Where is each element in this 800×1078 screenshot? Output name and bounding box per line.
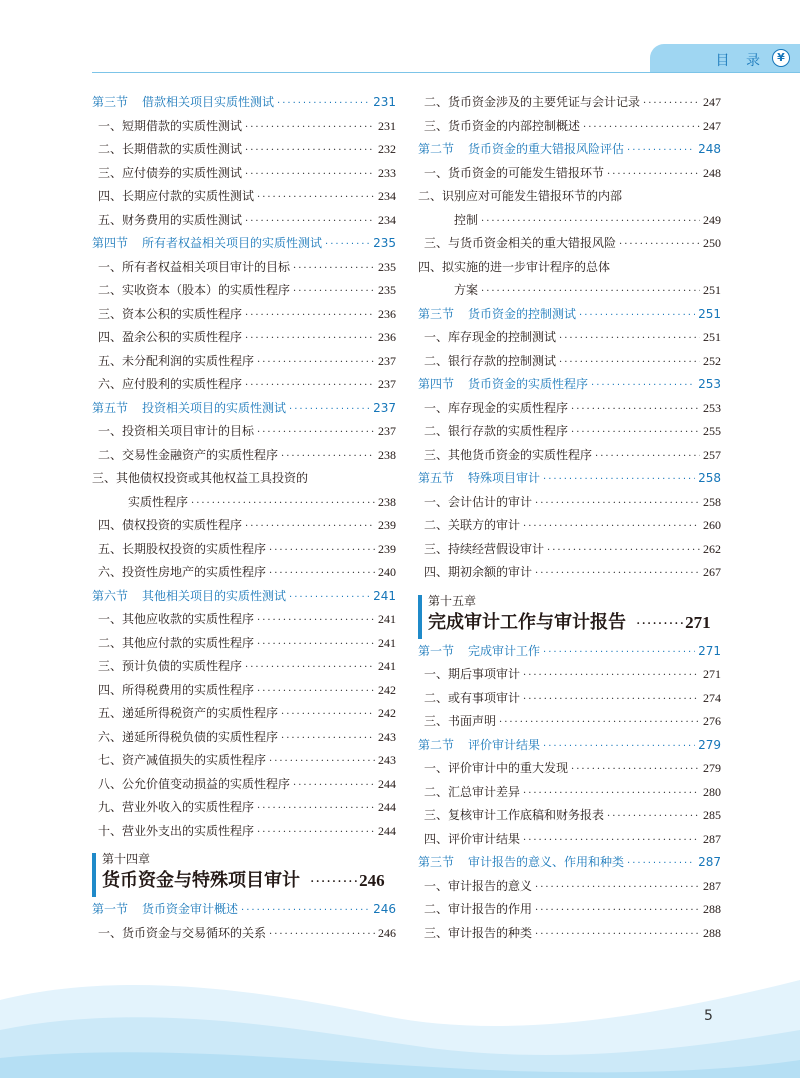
leader-dots [579,304,695,328]
entry-title: 货币资金的控制测试 [468,306,577,321]
leader-dots [245,116,375,140]
entry-title: 所有者权益相关项目的实质性测试 [142,236,323,250]
leader-dots [627,852,695,876]
toc-entry[interactable] [92,303,396,327]
toc-entry[interactable] [92,632,396,656]
entry-title: 四、所得税费用的实质性程序 [98,682,255,697]
entry-page: 231 [373,95,396,109]
toc-entry[interactable] [92,138,396,162]
leader-dots [499,711,700,735]
leader-dots [257,421,375,445]
entry-page: 287 [703,831,721,846]
entry-page: 236 [378,306,396,321]
entry-page: 247 [703,95,721,109]
toc-entry[interactable] [92,491,396,515]
entry-page: 248 [698,142,721,156]
entry-page: 241 [378,659,396,673]
leader-dots [269,562,375,586]
entry-title: 其他相关项目的实质性测试 [142,588,287,603]
entry-page: 258 [703,494,721,509]
leader-dots [523,688,700,712]
entry-page: 271 [703,667,721,681]
entry-page: 235 [378,259,396,274]
entry-title: 八、公允价值变动损益的实质性程序 [98,776,291,791]
leader-dots [583,116,700,140]
entry-page: 287 [703,878,721,893]
toc-entry[interactable] [92,702,396,726]
leader-dots [523,515,700,539]
page-title: 目 录 [715,53,766,69]
entry-page: 239 [378,541,396,556]
toc-entry[interactable] [92,350,396,374]
entry-page: 235 [373,236,396,250]
entry-page: 260 [703,518,721,532]
entry-page: 241 [373,588,396,603]
leader-dots [269,923,375,947]
entry-page: 258 [698,471,721,485]
entry-title: 一、货币资金的可能发生错报环节 [424,165,605,180]
toc-entry[interactable] [418,922,721,946]
toc-entry[interactable] [92,679,396,703]
entry-title: 四、盈余公积的实质性程序 [98,330,243,344]
entry-page: 280 [703,784,721,799]
entry-page: 253 [703,400,721,415]
entry-title: 二、交易性金融资产的实质性程序 [98,447,279,462]
toc-section-entry[interactable] [92,397,396,421]
entry-page: 288 [703,925,721,940]
toc-entry[interactable] [418,538,721,562]
leader-dots [627,139,695,163]
entry-title: 四、拟实施的进一步审计程序的总体 [418,259,611,274]
toc-section-entry[interactable] [418,303,721,327]
entry-title: 货币资金的实质性程序 [468,377,589,391]
entry-title: 方案 [454,283,479,297]
entry-title: 二、审计报告的作用 [424,902,533,916]
entry-title: 货币资金审计概述 [142,902,239,916]
entry-page: 234 [378,189,396,203]
entry-page: 248 [703,165,721,180]
section-number: 第一节 [92,902,129,916]
entry-title: 四、期初余额的审计 [424,565,533,579]
chapter-heading[interactable] [92,851,396,896]
entry-page: 234 [378,212,396,227]
leader-dots [535,899,700,923]
section-number: 第五节 [92,400,129,415]
entry-page: 267 [703,565,721,579]
entry-title: 一、期后事项审计 [424,667,521,681]
section-number: 第六节 [92,588,129,603]
toc-right-column [418,91,721,945]
entry-title: 一、库存现金的控制测试 [424,330,557,344]
entry-title: 二、实收资本（股本）的实质性程序 [98,283,291,297]
entry-title: 三、预计负债的实质性程序 [98,659,243,673]
leader-dots [559,327,700,351]
toc-entry[interactable] [92,209,396,233]
entry-page: 288 [703,902,721,916]
leader-dots [523,829,700,853]
entry-page: 271 [698,643,721,658]
leader-dots [293,257,375,281]
toc-entry[interactable] [418,491,721,515]
toc-entry[interactable] [92,162,396,186]
entry-page: 250 [703,236,721,250]
leader-dots [241,899,370,923]
toc-left-column [92,91,396,945]
entry-title: 九、营业外收入的实质性程序 [98,800,255,814]
leader-dots [245,163,375,187]
entry-page: 235 [378,283,396,297]
leader-dots: ········· [636,615,686,632]
leader-dots [293,774,375,798]
entry-page: 247 [703,118,721,133]
entry-title: 五、长期股权投资的实质性程序 [98,541,267,556]
entry-page: 237 [378,424,396,438]
entry-title: 七、资产减值损失的实质性程序 [98,753,267,767]
header-rule [92,72,800,73]
leader-dots [643,92,700,116]
toc-entry[interactable] [92,115,396,139]
leader-dots [535,492,700,516]
leader-dots [591,374,695,398]
leader-dots [245,139,375,163]
section-number: 第二节 [418,142,455,156]
toc-entry[interactable] [418,757,721,781]
toc-entry[interactable] [418,828,721,852]
leader-dots [289,586,370,610]
toc-section-entry[interactable] [418,467,721,491]
toc-entry[interactable] [92,561,396,585]
toc-entry[interactable] [418,804,721,828]
leader-dots [607,805,700,829]
entry-title: 借款相关项目实质性测试 [142,95,275,109]
toc-entry[interactable] [92,326,396,350]
chapter-title: 完成审计工作与审计报告 [428,611,626,633]
entry-title: 四、长期应付款的实质性测试 [98,189,255,203]
toc-entry[interactable] [418,687,721,711]
leader-dots [257,633,375,657]
entry-title: 三、应付债券的实质性测试 [98,165,243,180]
entry-title: 一、短期借款的实质性测试 [98,118,243,133]
toc-entry[interactable] [418,397,721,421]
entry-title: 五、未分配利润的实质性程序 [98,353,255,368]
entry-title: 特殊项目审计 [468,471,541,485]
entry-title: 三、审计报告的种类 [424,925,533,940]
leader-dots [481,280,700,304]
leader-dots [257,680,375,704]
leader-dots [257,351,375,375]
leader-dots [571,758,700,782]
toc-entry[interactable] [418,91,721,115]
entry-page: 237 [373,400,396,415]
leader-dots [245,210,375,234]
entry-title: 二、银行存款的实质性程序 [424,424,569,438]
entry-title: 一、审计报告的意义 [424,878,533,893]
section-number: 第五节 [418,471,455,485]
entry-title: 六、投资性房地产的实质性程序 [98,565,267,579]
entry-title: 二、长期借款的实质性测试 [98,142,243,156]
toc-entry[interactable] [92,820,396,844]
leader-dots [293,280,375,304]
toc-entry[interactable] [418,444,721,468]
section-number: 第二节 [418,737,455,752]
toc-section-entry[interactable] [418,851,721,875]
entry-page: 279 [698,737,721,752]
entry-page: 249 [703,212,721,227]
entry-title: 一、评价审计中的重大发现 [424,761,569,775]
entry-page: 233 [378,165,396,180]
entry-title: 一、投资相关项目审计的目标 [98,424,255,438]
wave-decoration [0,960,800,1078]
entry-title: 五、递延所得税资产的实质性程序 [98,706,279,720]
toc-entry[interactable] [92,444,396,468]
entry-page: 239 [378,518,396,532]
toc-entry[interactable] [418,420,721,444]
chapter-page: 271 [685,612,711,632]
section-number: 第三节 [92,95,129,109]
leader-dots [607,163,700,187]
entry-page: 279 [703,761,721,775]
entry-page: 243 [378,753,396,767]
toc-entry[interactable] [92,185,396,209]
leader-dots [325,233,370,257]
entry-title: 三、资本公积的实质性程序 [98,306,243,321]
entry-title: 五、财务费用的实质性测试 [98,212,243,227]
toc-entry[interactable] [418,256,721,280]
entry-page: 252 [703,353,721,368]
leader-dots [257,821,375,845]
entry-page: 262 [703,541,721,556]
entry-page: 246 [373,902,396,916]
toc-entry[interactable] [418,209,721,233]
entry-title: 二、其他应付款的实质性程序 [98,635,255,650]
section-number: 第四节 [418,377,455,391]
leader-dots [281,727,375,751]
chapter-number: 第十五章 [428,593,477,608]
entry-title: 一、货币资金与交易循环的关系 [98,925,267,940]
entry-page: 240 [378,565,396,579]
toc-entry[interactable] [92,373,396,397]
entry-title: 二、银行存款的控制测试 [424,353,557,368]
leader-dots [281,703,375,727]
entry-page: 244 [378,776,396,791]
leader-dots [245,515,375,539]
entry-page: 238 [378,447,396,462]
toc-entry[interactable] [418,514,721,538]
toc-section-entry[interactable] [92,91,396,115]
entry-page: 253 [698,377,721,391]
leader-dots [289,398,370,422]
leader-dots [547,539,700,563]
toc-section-entry[interactable] [92,898,396,922]
toc-section-entry[interactable] [418,734,721,758]
entry-title: 二、关联方的审计 [424,518,521,532]
entry-title: 投资相关项目的实质性测试 [142,400,287,415]
entry-page: 274 [703,690,721,705]
toc-entry[interactable] [418,232,721,256]
yen-icon: ¥ [772,49,790,67]
entry-title: 二、汇总审计差异 [424,784,521,799]
entry-title: 三、书面声明 [424,714,497,728]
toc-section-entry[interactable] [418,138,721,162]
entry-title: 二、货币资金涉及的主要凭证与会计记录 [424,95,641,109]
entry-title: 六、递延所得税负债的实质性程序 [98,729,279,744]
leader-dots [619,233,700,257]
section-number: 第三节 [418,306,455,321]
entry-page: 257 [703,447,721,462]
toc-entry[interactable] [92,749,396,773]
entry-page: 237 [378,377,396,391]
entry-title: 二、识别应对可能发生错报环节的内部 [418,189,623,203]
chapter-title: 货币资金与特殊项目审计 [102,870,300,891]
toc-entry[interactable] [418,561,721,585]
entry-page: 242 [378,706,396,720]
entry-page: 236 [378,330,396,344]
leader-dots [523,782,700,806]
section-number: 第一节 [418,643,455,658]
toc-entry[interactable] [92,922,396,946]
entry-page: 244 [378,823,396,838]
entry-page: 287 [698,855,721,869]
entry-page: 237 [378,353,396,368]
toc-entry[interactable] [92,726,396,750]
toc-section-entry[interactable] [92,232,396,256]
toc-entry[interactable] [418,781,721,805]
entry-page: 241 [378,635,396,650]
toc-section-entry[interactable] [418,373,721,397]
toc-section-entry[interactable] [92,585,396,609]
toc-entry[interactable] [92,608,396,632]
leader-dots [571,398,700,422]
section-number: 第四节 [92,236,129,250]
leader-dots [257,186,375,210]
entry-page: 251 [703,283,721,297]
entry-page: 244 [378,800,396,814]
toc-entry[interactable] [92,420,396,444]
toc-entry[interactable] [92,655,396,679]
entry-page: 241 [378,612,396,626]
entry-page: 276 [703,714,721,728]
leader-dots [535,923,700,947]
leader-dots [269,539,375,563]
toc-entry[interactable] [418,279,721,303]
leader-dots [191,492,375,516]
entry-title: 四、债权投资的实质性程序 [98,518,243,532]
chapter-title-row [102,867,396,896]
entry-page: 231 [378,118,396,133]
entry-title: 二、或有事项审计 [424,690,521,705]
entry-title: 一、所有者权益相关项目审计的目标 [98,259,291,274]
entry-page: 246 [378,925,396,940]
section-number: 第三节 [418,855,455,869]
leader-dots [245,304,375,328]
leader-dots [543,468,695,492]
leader-dots [257,797,375,821]
entry-title: 六、应付股利的实质性程序 [98,377,243,391]
entry-title: 三、其他债权投资或其他权益工具投资的 [92,471,309,485]
toc-entry[interactable] [92,467,396,491]
leader-dots [523,664,700,688]
toc-entry[interactable] [418,162,721,186]
toc-entry[interactable] [418,710,721,734]
entry-page: 232 [378,142,396,156]
toc-entry[interactable] [418,875,721,899]
leader-dots: ········· [310,874,360,890]
toc-entry[interactable] [418,898,721,922]
entry-title: 完成审计工作 [468,643,541,658]
entry-title: 四、评价审计结果 [424,831,521,846]
leader-dots [595,445,700,469]
entry-title: 三、货币资金的内部控制概述 [424,118,581,133]
entry-page: 251 [698,306,721,321]
chapter-title-row [428,609,721,638]
toc-entry[interactable] [418,326,721,350]
entry-title: 审计报告的意义、作用和种类 [468,855,625,869]
toc-entry[interactable] [92,279,396,303]
leader-dots [559,351,700,375]
leader-dots [269,750,375,774]
leader-dots [543,735,695,759]
entry-title: 十、营业外支出的实质性程序 [98,823,255,838]
toc-entry[interactable] [418,115,721,139]
entry-title: 控制 [454,212,479,227]
chapter-page: 246 [359,871,385,890]
entry-title: 一、会计估计的审计 [424,494,533,509]
leader-dots [245,374,375,398]
entry-title: 三、其他货币资金的实质性程序 [424,447,593,462]
toc-entry[interactable] [92,796,396,820]
toc-entry[interactable] [92,256,396,280]
entry-title: 评价审计结果 [468,737,541,752]
toc-section-entry[interactable] [418,640,721,664]
toc-entry[interactable] [418,663,721,687]
entry-title: 一、其他应收款的实质性程序 [98,612,255,626]
leader-dots [535,876,700,900]
entry-page: 243 [378,729,396,744]
entry-page: 242 [378,682,396,697]
leader-dots [481,210,700,234]
entry-title: 三、复核审计工作底稿和财务报表 [424,808,605,822]
leader-dots [245,327,375,351]
entry-page: 251 [703,330,721,344]
leader-dots [245,656,375,680]
chapter-heading[interactable] [418,593,721,638]
leader-dots [277,92,370,116]
entry-page: 238 [378,494,396,509]
entry-title: 货币资金的重大错报风险评估 [468,142,625,156]
toc-entry[interactable] [418,185,721,209]
entry-page: 255 [703,424,721,438]
leader-dots [535,562,700,586]
entry-title: 一、库存现金的实质性程序 [424,400,569,415]
entry-page: 285 [703,808,721,822]
toc-entry[interactable] [92,538,396,562]
page-number: 5 [704,1008,713,1024]
toc-entry[interactable] [92,514,396,538]
chapter-number: 第十四章 [102,852,151,866]
leader-dots [571,421,700,445]
leader-dots [257,609,375,633]
toc-entry[interactable] [418,350,721,374]
toc-entry[interactable] [92,773,396,797]
entry-title: 三、与货币资金相关的重大错报风险 [424,236,617,250]
entry-title: 实质性程序 [128,494,189,509]
leader-dots [281,445,375,469]
leader-dots [543,641,695,665]
entry-title: 三、持续经营假设审计 [424,541,545,556]
